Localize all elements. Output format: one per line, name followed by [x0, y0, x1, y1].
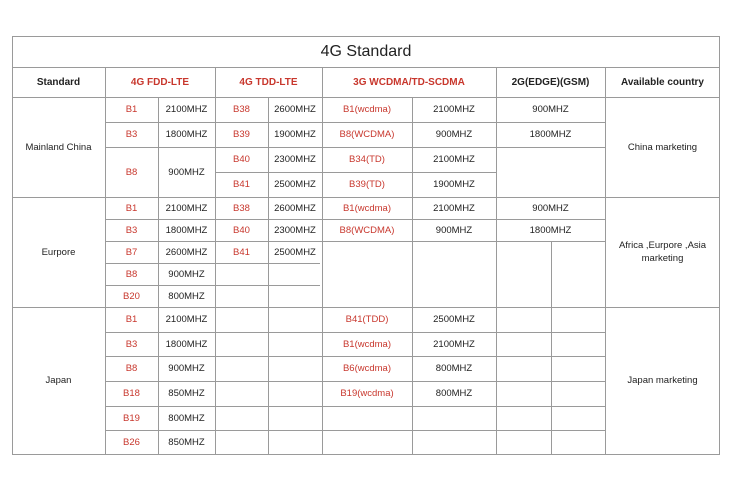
band-cell: B1: [125, 104, 138, 115]
freq-cell: 2600MHZ: [274, 202, 316, 214]
band-cell: B8: [125, 363, 138, 374]
band-cell: B1: [125, 202, 138, 214]
freq-cell: 1800MHZ: [529, 224, 572, 236]
header-2g: 2G(EDGE)(GSM): [511, 76, 590, 88]
band-cell: B40: [233, 154, 250, 165]
freq-cell: 900MHZ: [532, 202, 569, 214]
band-cell: B19: [123, 412, 140, 424]
band-cell: B6(wcdma): [342, 363, 392, 374]
band-cell: B19(wcdma): [340, 388, 394, 399]
band-cell: B38: [233, 104, 250, 115]
freq-cell: 1900MHZ: [274, 129, 316, 140]
country-cell: Japan marketing: [627, 375, 698, 386]
header-tdd-lte: 4G TDD-LTE: [239, 76, 298, 88]
freq-cell: 900MHZ: [168, 166, 205, 178]
freq-cell: 1800MHZ: [529, 129, 572, 140]
band-cell: B39: [233, 129, 250, 140]
header-standard: Standard: [36, 76, 81, 88]
freq-cell: 2100MHZ: [433, 104, 475, 115]
freq-cell: 2600MHZ: [274, 104, 316, 115]
freq-cell: 2500MHZ: [433, 314, 475, 325]
freq-cell: 1800MHZ: [165, 129, 208, 140]
band-cell: B40: [233, 224, 250, 236]
freq-cell: 1800MHZ: [165, 338, 208, 350]
country-cell: China marketing: [627, 141, 698, 153]
band-table: [12, 36, 720, 455]
freq-cell: 2300MHZ: [274, 224, 316, 236]
band-cell: B20: [123, 290, 140, 302]
header-3g: 3G WCDMA/TD-SCDMA: [353, 76, 465, 88]
band-cell: B1(wcdma): [342, 104, 392, 115]
freq-cell: 2300MHZ: [274, 154, 316, 165]
region-name: Eurpore: [41, 246, 76, 258]
band-cell: B34(TD): [349, 154, 385, 165]
band-cell: B38: [233, 202, 250, 214]
freq-cell: 800MHZ: [435, 363, 473, 374]
header-fdd-lte: 4G FDD-LTE: [130, 76, 190, 88]
band-cell: B8: [125, 166, 138, 178]
band-cell: B8: [125, 268, 138, 280]
region-name: Mainland China: [25, 141, 92, 153]
freq-cell: 2500MHZ: [274, 179, 316, 190]
band-cell: B3: [125, 129, 138, 140]
band-cell: B3: [125, 338, 138, 350]
region-name: Japan: [45, 375, 72, 386]
freq-cell: 900MHZ: [532, 104, 569, 115]
freq-cell: 850MHZ: [168, 436, 205, 448]
freq-cell: 2500MHZ: [274, 246, 316, 258]
band-cell: B3: [125, 224, 138, 236]
freq-cell: 2100MHZ: [433, 202, 475, 214]
band-cell: B39(TD): [349, 179, 385, 190]
band-cell: B41(TDD): [345, 314, 389, 325]
freq-cell: 900MHZ: [435, 129, 473, 140]
band-cell: B8(WCDMA): [339, 224, 395, 236]
band-cell: B41: [233, 246, 250, 258]
band-cell: B8(WCDMA): [339, 129, 395, 140]
table-title: 4G Standard: [320, 43, 412, 60]
country-cell: Africa ,Eurpore ,Asia marketing: [618, 240, 707, 264]
band-cell: B1: [125, 314, 138, 325]
header-country: Available country: [621, 76, 704, 88]
freq-cell: 850MHZ: [168, 388, 205, 399]
freq-cell: 2100MHZ: [433, 338, 475, 350]
band-cell: B1(wcdma): [342, 338, 392, 350]
freq-cell: 1800MHZ: [165, 224, 208, 236]
band-cell: B18: [123, 388, 140, 399]
freq-cell: 2100MHZ: [165, 202, 208, 214]
freq-cell: 1900MHZ: [433, 179, 475, 190]
divider: [320, 241, 605, 242]
freq-cell: 800MHZ: [168, 412, 205, 424]
freq-cell: 900MHZ: [168, 363, 205, 374]
freq-cell: 2100MHZ: [165, 314, 208, 325]
freq-cell: 900MHZ: [435, 224, 473, 236]
freq-cell: 2600MHZ: [165, 246, 208, 258]
band-cell: B7: [125, 246, 138, 258]
border-bottom: [12, 454, 720, 455]
freq-cell: 800MHZ: [435, 388, 473, 399]
freq-cell: 2100MHZ: [433, 154, 475, 165]
band-cell: B1(wcdma): [342, 202, 392, 214]
freq-cell: 2100MHZ: [165, 104, 208, 115]
freq-cell: 900MHZ: [168, 268, 205, 280]
freq-cell: 800MHZ: [168, 290, 205, 302]
col-divider: [551, 241, 552, 454]
band-cell: B26: [123, 436, 140, 448]
band-cell: B41: [233, 179, 250, 190]
